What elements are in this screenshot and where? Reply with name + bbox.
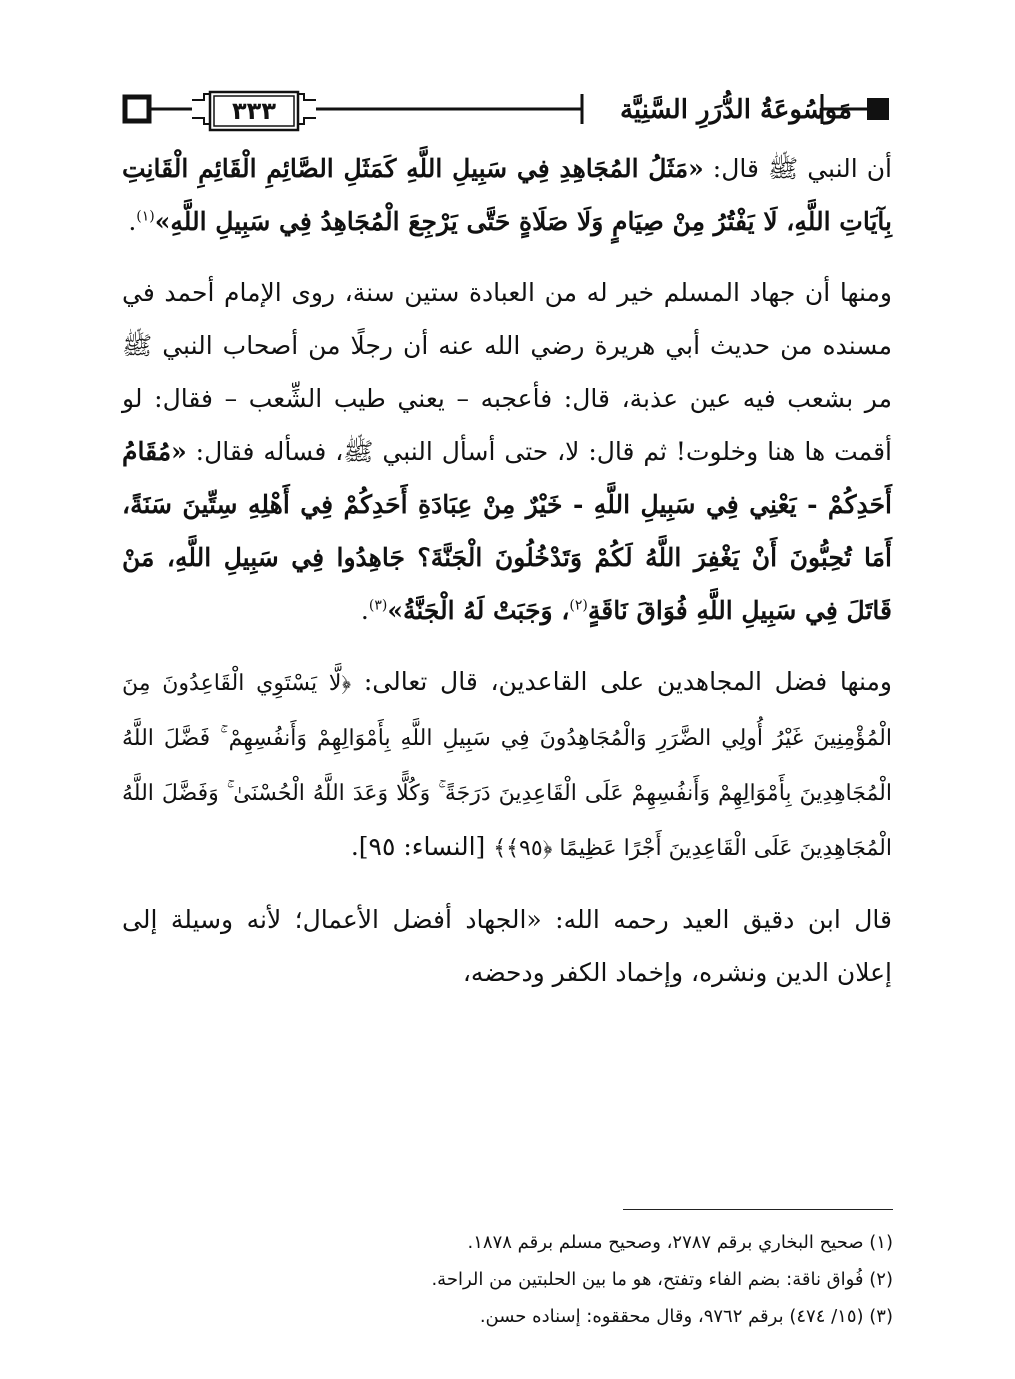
paragraph-4-text: قال ابن دقيق العيد رحمه الله: «الجهاد أفضل الأعمال؛ لأنه وسيلة إلى إعلان الدين ونشره، وإخماد الكفر ودحضه،: [122, 905, 892, 987]
page-number: ٣٣٣: [232, 97, 276, 125]
footnote-3: (٣) (١٥/ ٤٧٤) برقم ٩٧٦٢، وقال محققوه: إسناده حسن.: [479, 1306, 893, 1327]
footnote-1: (١) صحيح البخاري برقم ٢٧٨٧، وصحيح مسلم برقم ١٨٧٨.: [467, 1232, 893, 1253]
page-header: [122, 86, 892, 136]
paragraph-3-intro: ومنها فضل المجاهدين على القاعدين، قال تعالى:: [351, 667, 892, 696]
book-title: مَوسُوعَةُ الدُّرَرِ السَّنِيَّة: [619, 95, 852, 125]
hadith-quote-1: «مَثَلُ المُجَاهِدِ فِي سَبِيلِ اللَّهِ كَمَثَلِ الصَّائِمِ الْقَائِمِ الْقَانِتِ بِآيَاتِ اللَّهِ، لَا يَفْتُرُ مِنْ صِيَامٍ وَلَا صَلَاةٍ حَتَّى يَرْجِعَ الْمُجَاهِدُ فِي سَبِيلِ اللَّهِ»: [122, 154, 892, 236]
paragraph-1-intro: أن النبي ﷺ قال:: [703, 154, 893, 183]
paragraph-4: [122, 893, 892, 999]
footnote-ref-2: (٢): [569, 597, 588, 614]
quran-citation: [النساء: ٩٥].: [350, 832, 494, 861]
main-content: [122, 142, 892, 999]
footnote-2: (٢) فُواق ناقة: بضم الفاء وتفتح، هو ما بين الحلبتين من الراحة.: [431, 1269, 893, 1290]
paragraph-2: [122, 266, 892, 637]
footnote-ref-1: (١): [136, 208, 155, 225]
paragraph-1-end: .: [128, 207, 137, 236]
quran-verse: ﴿لَّا يَسْتَوِي الْقَاعِدُونَ مِنَ الْمُؤْمِنِينَ غَيْرُ أُولِي الضَّرَرِ وَالْمُجَاهِدُونَ فِي سَبِيلِ اللَّهِ بِأَمْوَالِهِمْ وَأَنفُسِهِمْ ۚ فَضَّلَ اللَّهُ الْمُجَاهِدِينَ بِأَمْوَالِهِمْ وَأَنفُسِهِمْ عَلَى الْقَاعِدِينَ دَرَجَةً ۚ وَكُلًّا وَعَدَ اللَّهُ الْحُسْنَىٰ ۚ وَفَضَّلَ اللَّهُ الْمُجَاهِدِينَ عَلَى الْقَاعِدِينَ أَجْرًا عَظِيمًا ﴿٩٥﴾﴾: [122, 671, 892, 861]
footnote-divider: [623, 1209, 893, 1210]
hadith-quote-2b: ، وَجَبَتْ لَهُ الْجَنَّةُ»: [387, 596, 570, 625]
footnotes: [123, 1224, 893, 1335]
paragraph-2-intro: ومنها أن جهاد المسلم خير له من العبادة ستين سنة، روى الإمام أحمد في مسنده من حديث أبي هريرة رضي الله عنه أن رجلًا من أصحاب النبي ﷺ مر بشعب فيه عين عذبة، قال: فأعجبه – يعني طيب الشِّعب – فقال: لو أقمت ها هنا وخلوت! ثم قال: لا، حتى أسأل النبي ﷺ، فسأله فقال:: [122, 278, 892, 466]
paragraph-3: [122, 655, 892, 875]
hadith-quote-2a: «مُقَامُ أَحَدِكُمْ - يَعْنِي فِي سَبِيلِ اللَّهِ - خَيْرٌ مِنْ عِبَادَةِ أَحَدِكُمْ فِي أَهْلِهِ سِتِّينَ سَنَةً، أَمَا تُحِبُّونَ أَنْ يَغْفِرَ اللَّهُ لَكُمْ وَتَدْخُلُونَ الْجَنَّةَ؟ جَاهِدُوا فِي سَبِيلِ اللَّهِ، مَنْ قَاتَلَ فِي سَبِيلِ اللَّهِ فُوَاقَ نَاقَةٍ: [122, 437, 892, 625]
paragraph-1: [122, 142, 892, 248]
footnote-ref-3: (٣): [368, 597, 388, 614]
paragraph-2-end: .: [360, 596, 369, 625]
